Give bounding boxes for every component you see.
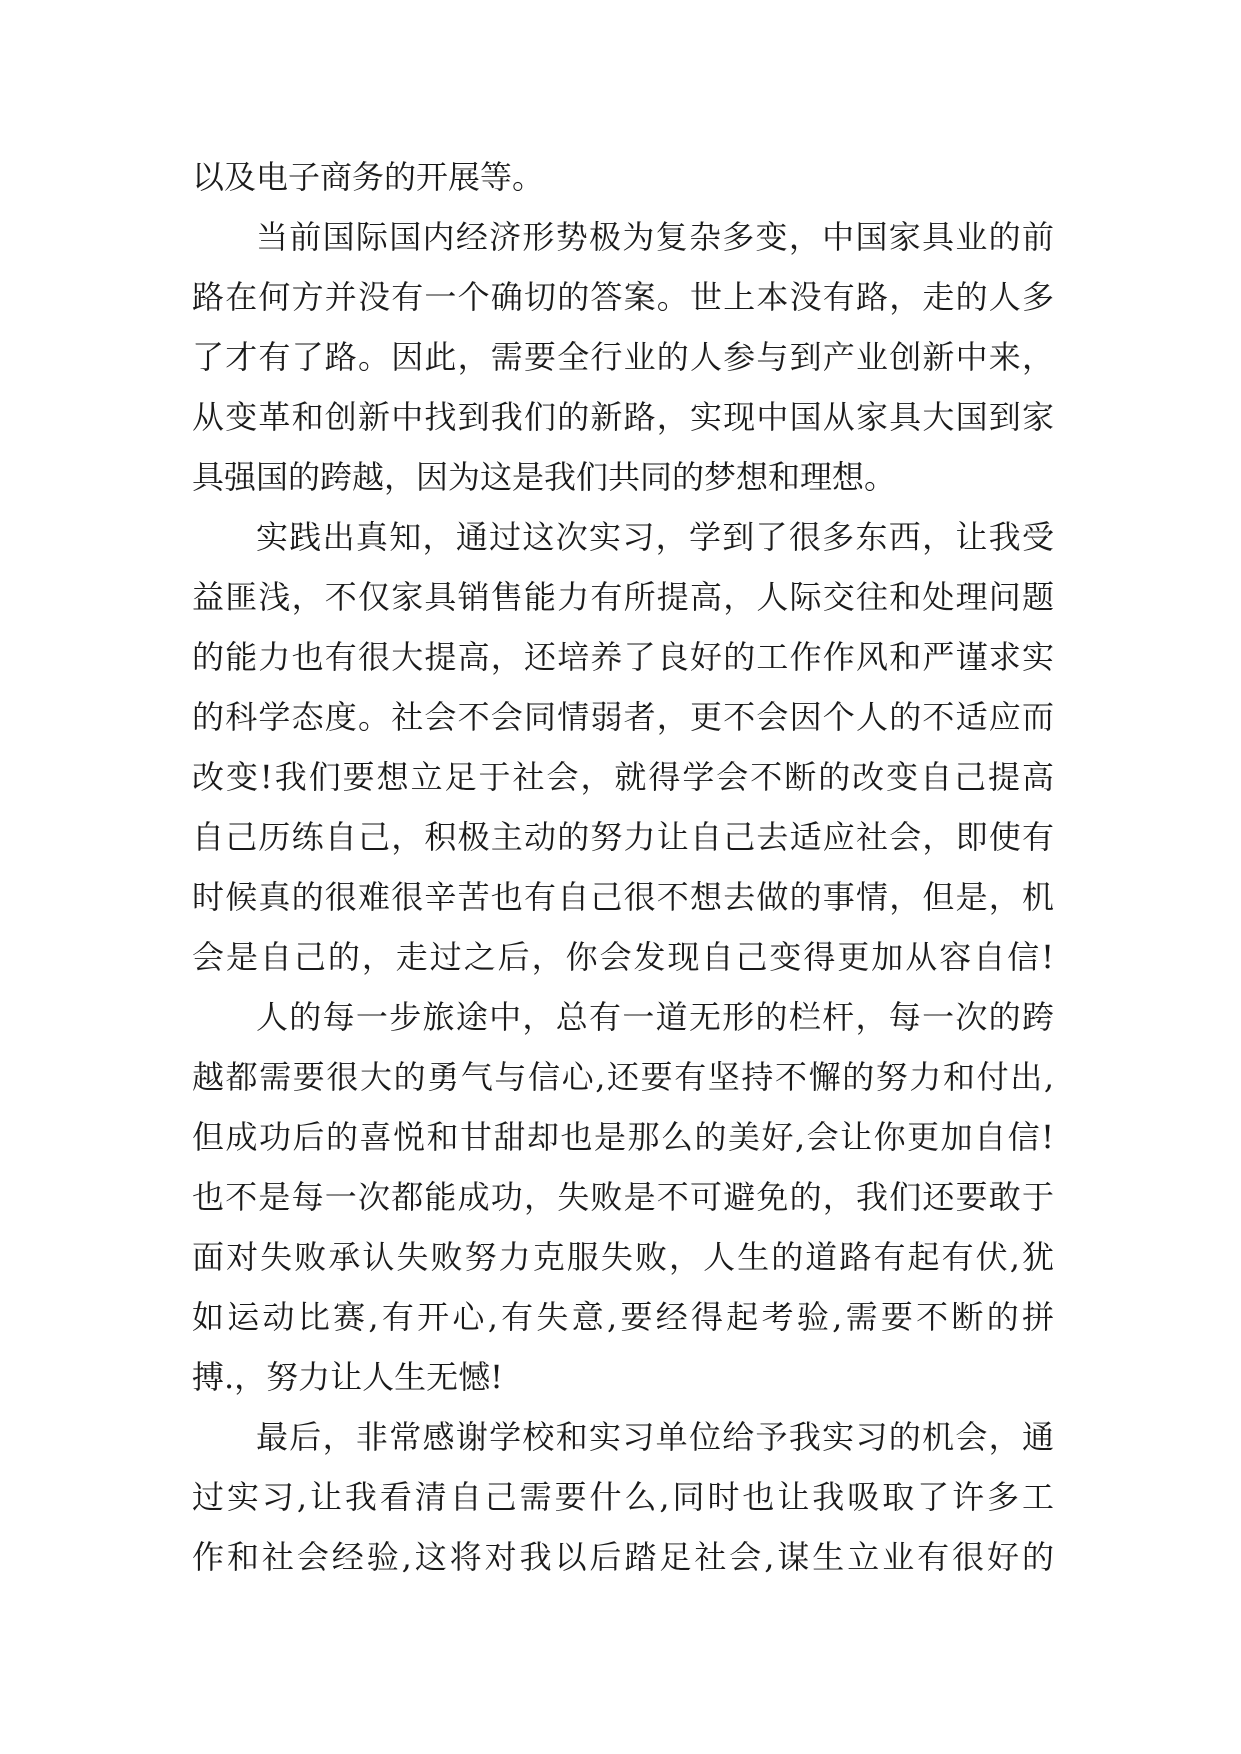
text-line: 面对失败承认失败努力克服失败，人生的道路有起有伏,犹 [192,1238,1054,1276]
text-line: 从变革和创新中找到我们的新路，实现中国从家具大国到家 [192,398,1054,436]
text-line: 的能力也有很大提高，还培养了良好的工作作风和严谨求实 [192,638,1054,676]
text-line: 搏.，努力让人生无憾! [192,1358,504,1396]
text-line: 越都需要很大的勇气与信心,还要有坚持不懈的努力和付出, [192,1058,1054,1096]
text-line: 改变!我们要想立足于社会，就得学会不断的改变自己提高 [192,758,1054,796]
text-line: 益匪浅，不仅家具销售能力有所提高，人际交往和处理问题 [192,578,1054,616]
text-line: 作和社会经验,这将对我以后踏足社会,谋生立业有很好的 [192,1538,1054,1576]
text-line: 路在何方并没有一个确切的答案。世上本没有路，走的人多 [192,278,1054,316]
text-line: 时候真的很难很辛苦也有自己很不想去做的事情，但是，机 [192,878,1054,916]
text-line: 自己历练自己，积极主动的努力让自己去适应社会，即使有 [192,818,1054,856]
body-text [192,157,1054,1597]
paragraph-first-line: 当前国际国内经济形势极为复杂多变，中国家具业的前 [256,218,1054,256]
text-line: 但成功后的喜悦和甘甜却也是那么的美好,会让你更加自信! [192,1118,1054,1156]
paragraph-first-line: 人的每一步旅途中，总有一道无形的栏杆，每一次的跨 [256,998,1054,1036]
text-line: 会是自己的，走过之后，你会发现自己变得更加从容自信! [192,938,1054,976]
text-line: 了才有了路。因此，需要全行业的人参与到产业创新中来， [192,338,1054,376]
text-line: 如运动比赛,有开心,有失意,要经得起考验,需要不断的拼 [192,1298,1054,1336]
text-line: 的科学态度。社会不会同情弱者，更不会因个人的不适应而 [192,698,1054,736]
text-line: 过实习,让我看清自己需要什么,同时也让我吸取了许多工 [192,1478,1054,1516]
paragraph-first-line: 实践出真知，通过这次实习，学到了很多东西，让我受 [256,518,1054,556]
text-line: 也不是每一次都能成功，失败是不可避免的，我们还要敢于 [192,1178,1054,1216]
text-line: 以及电子商务的开展等。 [192,158,545,196]
paragraph-first-line: 最后，非常感谢学校和实习单位给予我实习的机会，通 [256,1418,1054,1456]
text-line: 具强国的跨越，因为这是我们共同的梦想和理想。 [192,458,897,496]
